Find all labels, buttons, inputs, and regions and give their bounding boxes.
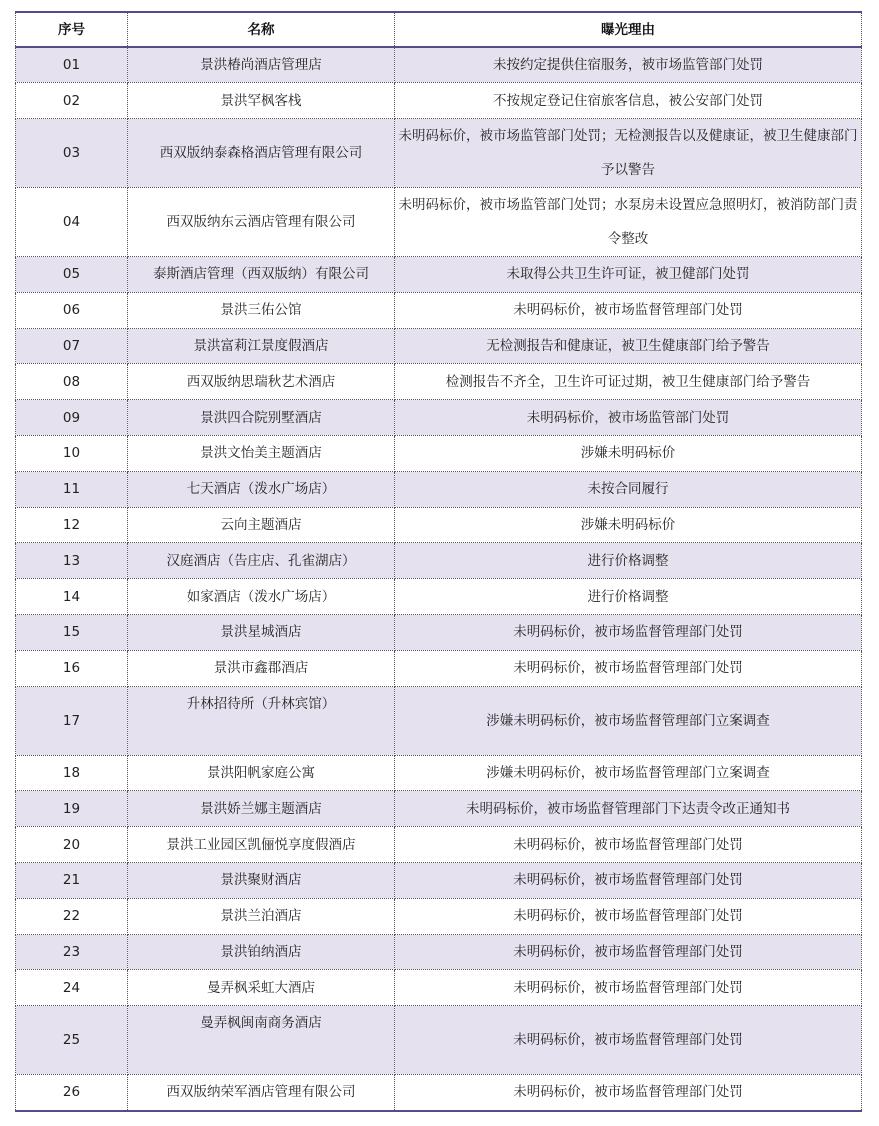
- cell-num: 05: [16, 257, 128, 293]
- cell-name: 景洪文怡美主题酒店: [128, 436, 395, 472]
- cell-num: 08: [16, 364, 128, 400]
- cell-reason: 未明码标价，被市场监督管理部门处罚: [395, 1075, 862, 1111]
- cell-reason: 未明码标价，被市场监督管理部门处罚: [395, 898, 862, 934]
- cell-name: 景洪星城酒店: [128, 615, 395, 651]
- cell-num: 15: [16, 615, 128, 651]
- table-row: [16, 1006, 862, 1075]
- table-row: [16, 328, 862, 364]
- cell-name: 景洪三佑公馆: [128, 292, 395, 328]
- table-row: [16, 507, 862, 543]
- cell-num: 07: [16, 328, 128, 364]
- cell-num: 11: [16, 471, 128, 507]
- cell-num: 04: [16, 188, 128, 257]
- cell-num: 09: [16, 400, 128, 436]
- cell-num: 23: [16, 934, 128, 970]
- cell-name: 西双版纳东云酒店管理有限公司: [128, 188, 395, 257]
- cell-name: 景洪椿尚酒店管理店: [128, 47, 395, 83]
- table-row: [16, 543, 862, 579]
- cell-reason: 涉嫌未明码标价: [395, 507, 862, 543]
- cell-num: 22: [16, 898, 128, 934]
- cell-name: 景洪铂纳酒店: [128, 934, 395, 970]
- cell-num: 12: [16, 507, 128, 543]
- table-row: [16, 400, 862, 436]
- table-row: [16, 119, 862, 188]
- cell-reason: 检测报告不齐全，卫生许可证过期，被卫生健康部门给予警告: [395, 364, 862, 400]
- table-row: [16, 436, 862, 472]
- cell-name: 曼弄枫采虹大酒店: [128, 970, 395, 1006]
- cell-reason: 未按约定提供住宿服务，被市场监管部门处罚: [395, 47, 862, 83]
- table-row: [16, 650, 862, 686]
- cell-reason: 未明码标价，被市场监督管理部门处罚: [395, 934, 862, 970]
- cell-reason: 涉嫌未明码标价，被市场监督管理部门立案调查: [395, 686, 862, 755]
- cell-reason: 进行价格调整: [395, 543, 862, 579]
- table-row: [16, 970, 862, 1006]
- cell-reason: 未明码标价，被市场监管部门处罚；水泵房未设置应急照明灯，被消防部门责令整改: [395, 188, 862, 257]
- table-row: [16, 1075, 862, 1111]
- table-row: [16, 47, 862, 83]
- table-row: [16, 471, 862, 507]
- cell-reason: 进行价格调整: [395, 579, 862, 615]
- cell-num: 18: [16, 755, 128, 791]
- cell-name: 汉庭酒店（告庄店、孔雀湖店）: [128, 543, 395, 579]
- cell-name: 泰斯酒店管理（西双版纳）有限公司: [128, 257, 395, 293]
- cell-name: 如家酒店（泼水广场店）: [128, 579, 395, 615]
- cell-reason: 涉嫌未明码标价: [395, 436, 862, 472]
- cell-num: 02: [16, 83, 128, 119]
- cell-name: 景洪工业园区凯俪悦享度假酒店: [128, 827, 395, 863]
- cell-name: 景洪娇兰娜主题酒店: [128, 791, 395, 827]
- cell-name: 西双版纳荣军酒店管理有限公司: [128, 1075, 395, 1111]
- table-row: [16, 615, 862, 651]
- cell-name: 七天酒店（泼水广场店）: [128, 471, 395, 507]
- cell-name: 景洪阳帆家庭公寓: [128, 755, 395, 791]
- cell-name: 升林招待所（升林宾馆）: [128, 686, 395, 755]
- cell-num: 20: [16, 827, 128, 863]
- table-header: [16, 12, 862, 47]
- cell-name: 西双版纳泰森格酒店管理有限公司: [128, 119, 395, 188]
- table-row: [16, 755, 862, 791]
- cell-name: 云向主题酒店: [128, 507, 395, 543]
- table-row: [16, 188, 862, 257]
- exposure-table: [15, 11, 862, 1112]
- table-row: [16, 83, 862, 119]
- cell-name: 景洪市鑫郡酒店: [128, 650, 395, 686]
- header-reason: 曝光理由: [395, 12, 862, 47]
- cell-name: 景洪聚财酒店: [128, 863, 395, 899]
- cell-name: 景洪四合院别墅酒店: [128, 400, 395, 436]
- cell-reason: 未明码标价，被市场监督管理部门处罚: [395, 292, 862, 328]
- cell-num: 24: [16, 970, 128, 1006]
- cell-num: 14: [16, 579, 128, 615]
- cell-name: 景洪罕枫客栈: [128, 83, 395, 119]
- cell-reason: 涉嫌未明码标价，被市场监督管理部门立案调查: [395, 755, 862, 791]
- cell-num: 17: [16, 686, 128, 755]
- cell-num: 13: [16, 543, 128, 579]
- table-row: [16, 863, 862, 899]
- cell-reason: 未明码标价，被市场监督管理部门处罚: [395, 863, 862, 899]
- cell-reason: 未明码标价，被市场监督管理部门下达责令改正通知书: [395, 791, 862, 827]
- cell-reason: 不按规定登记住宿旅客信息，被公安部门处罚: [395, 83, 862, 119]
- table-row: [16, 257, 862, 293]
- table-row: [16, 934, 862, 970]
- header-num: 序号: [16, 12, 128, 47]
- cell-num: 16: [16, 650, 128, 686]
- table-row: [16, 364, 862, 400]
- cell-num: 21: [16, 863, 128, 899]
- cell-reason: 未明码标价，被市场监督管理部门处罚: [395, 615, 862, 651]
- table-row: [16, 292, 862, 328]
- table-row: [16, 686, 862, 755]
- exposure-table-container: [15, 11, 861, 1112]
- cell-name: 景洪富莉江景度假酒店: [128, 328, 395, 364]
- cell-num: 03: [16, 119, 128, 188]
- cell-reason: 未明码标价，被市场监督管理部门处罚: [395, 1006, 862, 1075]
- table-row: [16, 579, 862, 615]
- cell-reason: 未明码标价，被市场监管部门处罚；无检测报告以及健康证，被卫生健康部门予以警告: [395, 119, 862, 188]
- cell-name: 曼弄枫闽南商务酒店: [128, 1006, 395, 1075]
- table-row: [16, 791, 862, 827]
- cell-reason: 未明码标价，被市场监督管理部门处罚: [395, 970, 862, 1006]
- cell-num: 06: [16, 292, 128, 328]
- header-row: [16, 12, 862, 47]
- table-body: [16, 47, 862, 1111]
- cell-num: 01: [16, 47, 128, 83]
- cell-num: 19: [16, 791, 128, 827]
- cell-num: 25: [16, 1006, 128, 1075]
- cell-name: 西双版纳思瑞秋艺术酒店: [128, 364, 395, 400]
- cell-reason: 无检测报告和健康证，被卫生健康部门给予警告: [395, 328, 862, 364]
- cell-reason: 未明码标价，被市场监督管理部门处罚: [395, 827, 862, 863]
- cell-reason: 未明码标价，被市场监管部门处罚: [395, 400, 862, 436]
- cell-name: 景洪兰泊酒店: [128, 898, 395, 934]
- cell-reason: 未取得公共卫生许可证，被卫健部门处罚: [395, 257, 862, 293]
- cell-reason: 未明码标价，被市场监督管理部门处罚: [395, 650, 862, 686]
- cell-num: 10: [16, 436, 128, 472]
- cell-reason: 未按合同履行: [395, 471, 862, 507]
- cell-num: 26: [16, 1075, 128, 1111]
- table-row: [16, 827, 862, 863]
- table-row: [16, 898, 862, 934]
- header-name: 名称: [128, 12, 395, 47]
